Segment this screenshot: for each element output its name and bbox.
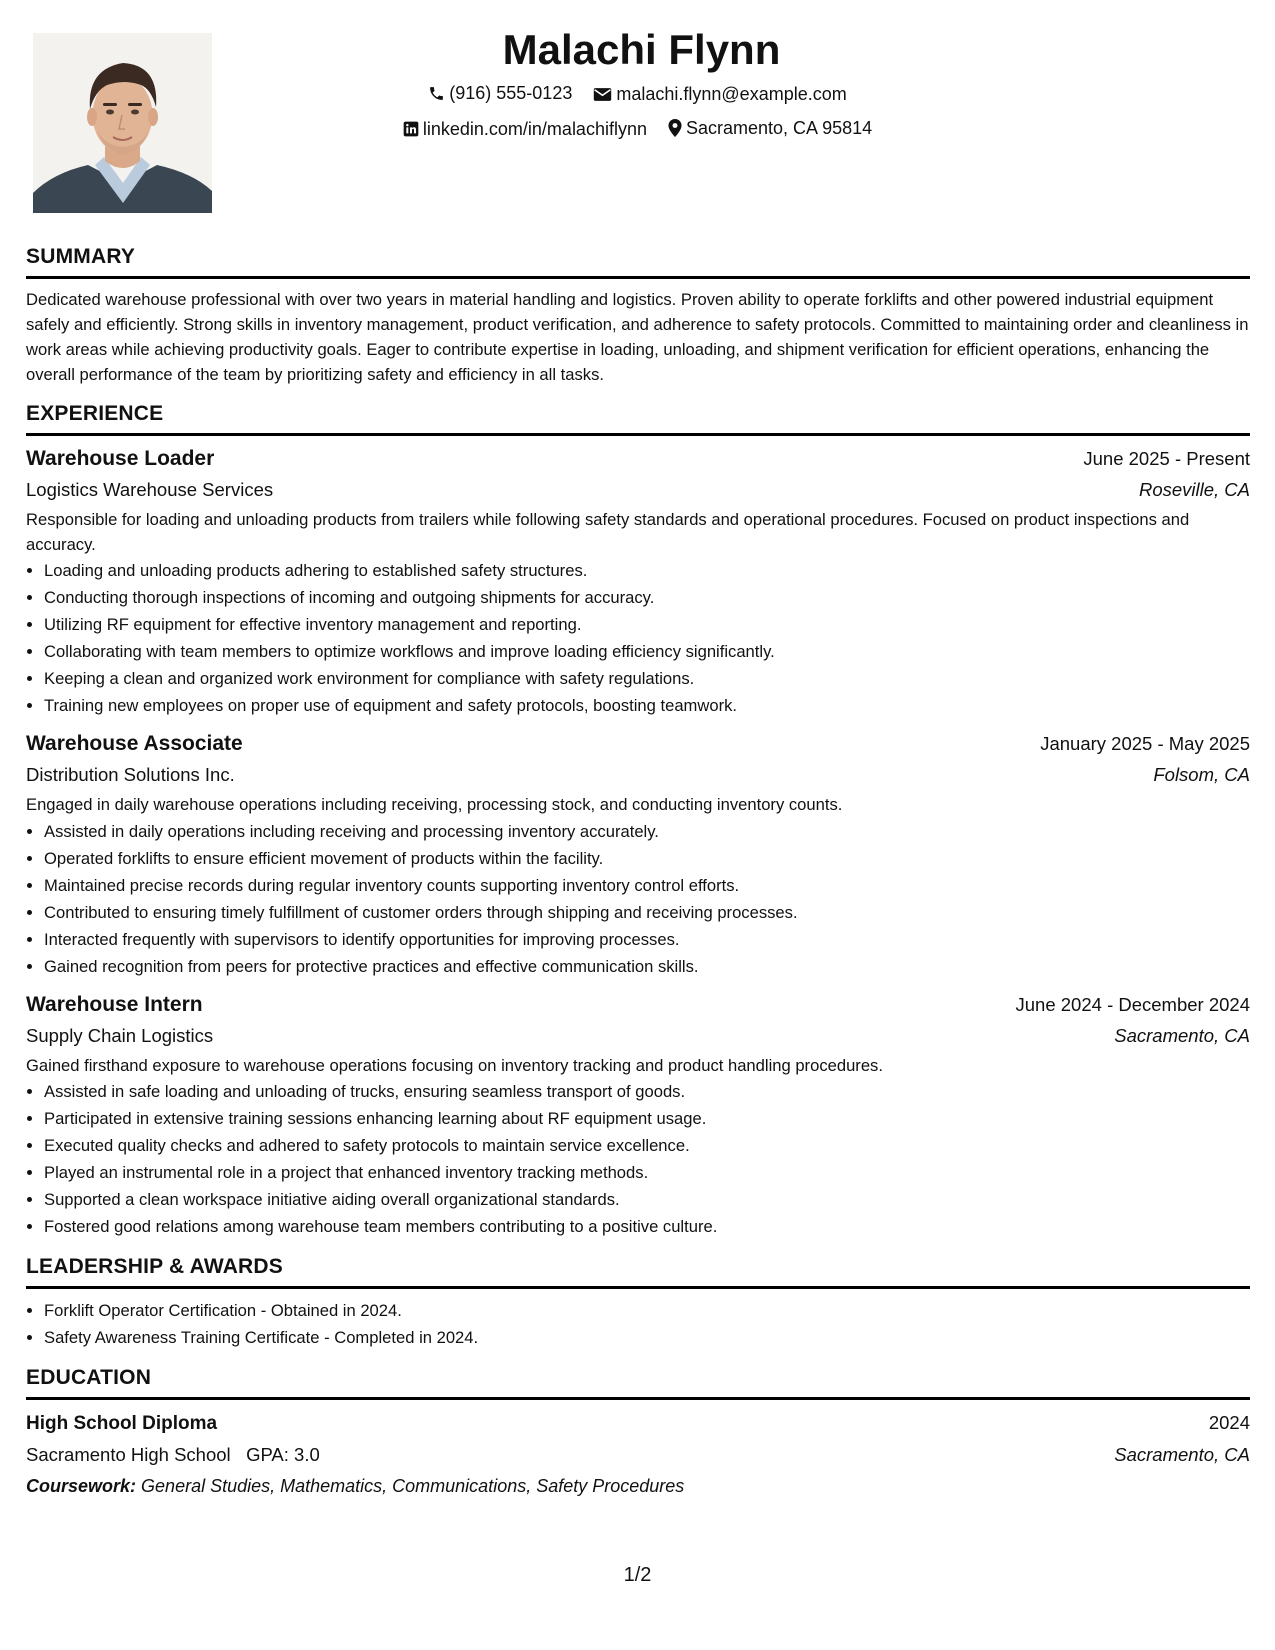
coursework-label: Coursework: — [26, 1476, 137, 1496]
envelope-icon — [593, 87, 612, 102]
awards-section — [26, 1254, 1250, 1351]
bullet-item: • Assisted in safe loading and unloading of trucks, ensuring seamless transport of goods. — [44, 1078, 1250, 1105]
linkedin-contact[interactable] — [403, 114, 647, 144]
bullet-item: • Keeping a clean and organized work environment for compliance with safety regulations. — [44, 665, 1250, 692]
job-company: Distribution Solutions Inc. — [26, 764, 235, 785]
phone-icon — [428, 85, 445, 102]
degree-title: High School Diploma — [26, 1413, 218, 1434]
contact-line-1 — [0, 78, 1275, 111]
graduation-year: 2024 — [1208, 1412, 1250, 1433]
section-title-education: EDUCATION — [26, 1366, 152, 1389]
bullet-item: • Interacted frequently with supervisors to identify opportunities for improving processes. — [44, 926, 1250, 953]
job-entry — [26, 990, 1250, 1241]
bullet-item: • Executed quality checks and adhered to safety protocols to maintain service excellence. — [44, 1132, 1250, 1159]
section-divider — [26, 1397, 1250, 1400]
map-pin-icon — [668, 119, 682, 137]
resume-header — [0, 24, 1275, 146]
job-description: Gained firsthand exposure to warehouse operations focusing on inventory tracking and product handling procedures. — [26, 1055, 883, 1075]
job-entry — [26, 729, 1250, 980]
bullet-item: • Loading and unloading products adhering to established safety structures. — [44, 557, 1250, 584]
job-title: Warehouse Intern — [26, 992, 203, 1016]
job-company-row — [26, 759, 1250, 791]
phone-contact — [428, 78, 572, 108]
summary-section — [26, 244, 1250, 387]
award-item: • Forklift Operator Certification - Obtained in 2024. — [44, 1297, 1250, 1324]
job-entry — [26, 444, 1250, 719]
contact-line-2 — [0, 113, 1275, 146]
job-bullets — [26, 557, 1250, 719]
bullet-item: • Participated in extensive training sessions enhancing learning about RF equipment usage. — [44, 1105, 1250, 1132]
resume-body — [26, 244, 1250, 1515]
bullet-item: • Training new employees on proper use of equipment and safety protocols, boosting teamwork. — [44, 692, 1250, 719]
bullet-item: • Operated forklifts to ensure efficient movement of products within the facility. — [44, 845, 1250, 872]
gpa: GPA: 3.0 — [246, 1444, 320, 1465]
page-number: 1/2 — [623, 1564, 652, 1586]
bullet-item: • Gained recognition from peers for protective practices and effective communication skills. — [44, 953, 1250, 980]
section-divider — [26, 433, 1250, 436]
bullet-item: • Maintained precise records during regular inventory counts supporting inventory control efforts. — [44, 872, 1250, 899]
bullet-item: • Supported a clean workspace initiative aiding overall organizational standards. — [44, 1186, 1250, 1213]
job-bullets — [26, 1078, 1250, 1240]
experience-section — [26, 401, 1250, 1240]
education-section — [26, 1365, 1250, 1501]
job-location: Sacramento, CA — [1114, 1024, 1250, 1046]
job-dates: January 2025 - May 2025 — [1040, 733, 1250, 754]
job-bullets — [26, 818, 1250, 980]
linkedin-text[interactable]: linkedin.com/in/malachiflynn — [422, 118, 647, 139]
bullet-item: • Collaborating with team members to optimize workflows and improve loading efficiency significantly. — [44, 638, 1250, 665]
bullet-item: • Contributed to ensuring timely fulfillment of customer orders through shipping and receiving processes. — [44, 899, 1250, 926]
job-company-row — [26, 1020, 1250, 1052]
job-title-row — [26, 444, 1250, 474]
education-degree-row — [26, 1408, 1250, 1439]
job-company-row — [26, 474, 1250, 506]
award-item: • Safety Awareness Training Certificate - Completed in 2024. — [44, 1324, 1250, 1351]
bullet-item: • Fostered good relations among warehouse team members contributing to a positive culture. — [44, 1213, 1250, 1240]
bullet-item: • Played an instrumental role in a project that enhanced inventory tracking methods. — [44, 1159, 1250, 1186]
bullet-item: • Utilizing RF equipment for effective inventory management and reporting. — [44, 611, 1250, 638]
bullet-item: • Conducting thorough inspections of incoming and outgoing shipments for accuracy. — [44, 584, 1250, 611]
school-location: Sacramento, CA — [1114, 1444, 1250, 1465]
bullet-item: • Assisted in daily operations including receiving and processing inventory accurately. — [44, 818, 1250, 845]
job-dates: June 2025 - Present — [1083, 448, 1250, 469]
location-contact — [668, 113, 872, 143]
job-dates: June 2024 - December 2024 — [1015, 993, 1250, 1015]
job-title-row — [26, 990, 1250, 1020]
school-name: Sacramento High School — [26, 1444, 231, 1465]
section-divider — [26, 276, 1250, 279]
email-contact[interactable] — [593, 79, 846, 109]
job-location: Folsom, CA — [1153, 764, 1250, 785]
job-title: Warehouse Loader — [26, 447, 215, 470]
job-title-row — [26, 729, 1250, 759]
section-title-summary: SUMMARY — [26, 245, 136, 268]
job-description: Engaged in daily warehouse operations including receiving, processing stock, and conducting inventory counts. — [26, 795, 843, 814]
coursework-list: General Studies, Mathematics, Communications, Safety Procedures — [141, 1476, 685, 1496]
location-text: Sacramento, CA 95814 — [686, 117, 873, 138]
section-title-awards: LEADERSHIP & AWARDS — [26, 1255, 283, 1278]
job-title: Warehouse Associate — [26, 732, 243, 755]
school-line — [26, 1439, 320, 1471]
linkedin-icon — [403, 121, 419, 137]
phone-text: (916) 555-0123 — [449, 83, 573, 103]
education-school-row — [26, 1439, 1250, 1471]
coursework-line — [26, 1471, 1250, 1501]
section-divider — [26, 1286, 1250, 1289]
summary-text: Dedicated warehouse professional with over two years in material handling and logistics. Proven ability to operate forklifts and other powered industrial equipment safely and efficiently. Strong skills in inventory management, product verification, and adherence to safety protocols. Committed to maintaining order and cleanliness in work areas while achieving productivity goals. Eager to contribute expertise in loading, unloading, and shipment verification for efficient operations, enhancing the overall performance of the team by prioritizing safety and efficiency in all tasks. — [26, 290, 1249, 384]
candidate-name: Malachi Flynn — [502, 26, 781, 73]
email-text[interactable]: malachi.flynn@example.com — [616, 84, 847, 104]
job-description: Responsible for loading and unloading products from trailers while following safety standards and operational procedures. Focused on product inspections and accuracy. — [26, 510, 1190, 554]
job-company: Logistics Warehouse Services — [26, 479, 274, 500]
section-title-experience: EXPERIENCE — [26, 402, 164, 425]
job-location: Roseville, CA — [1138, 479, 1250, 500]
job-company: Supply Chain Logistics — [26, 1024, 214, 1046]
awards-list — [26, 1297, 1250, 1351]
